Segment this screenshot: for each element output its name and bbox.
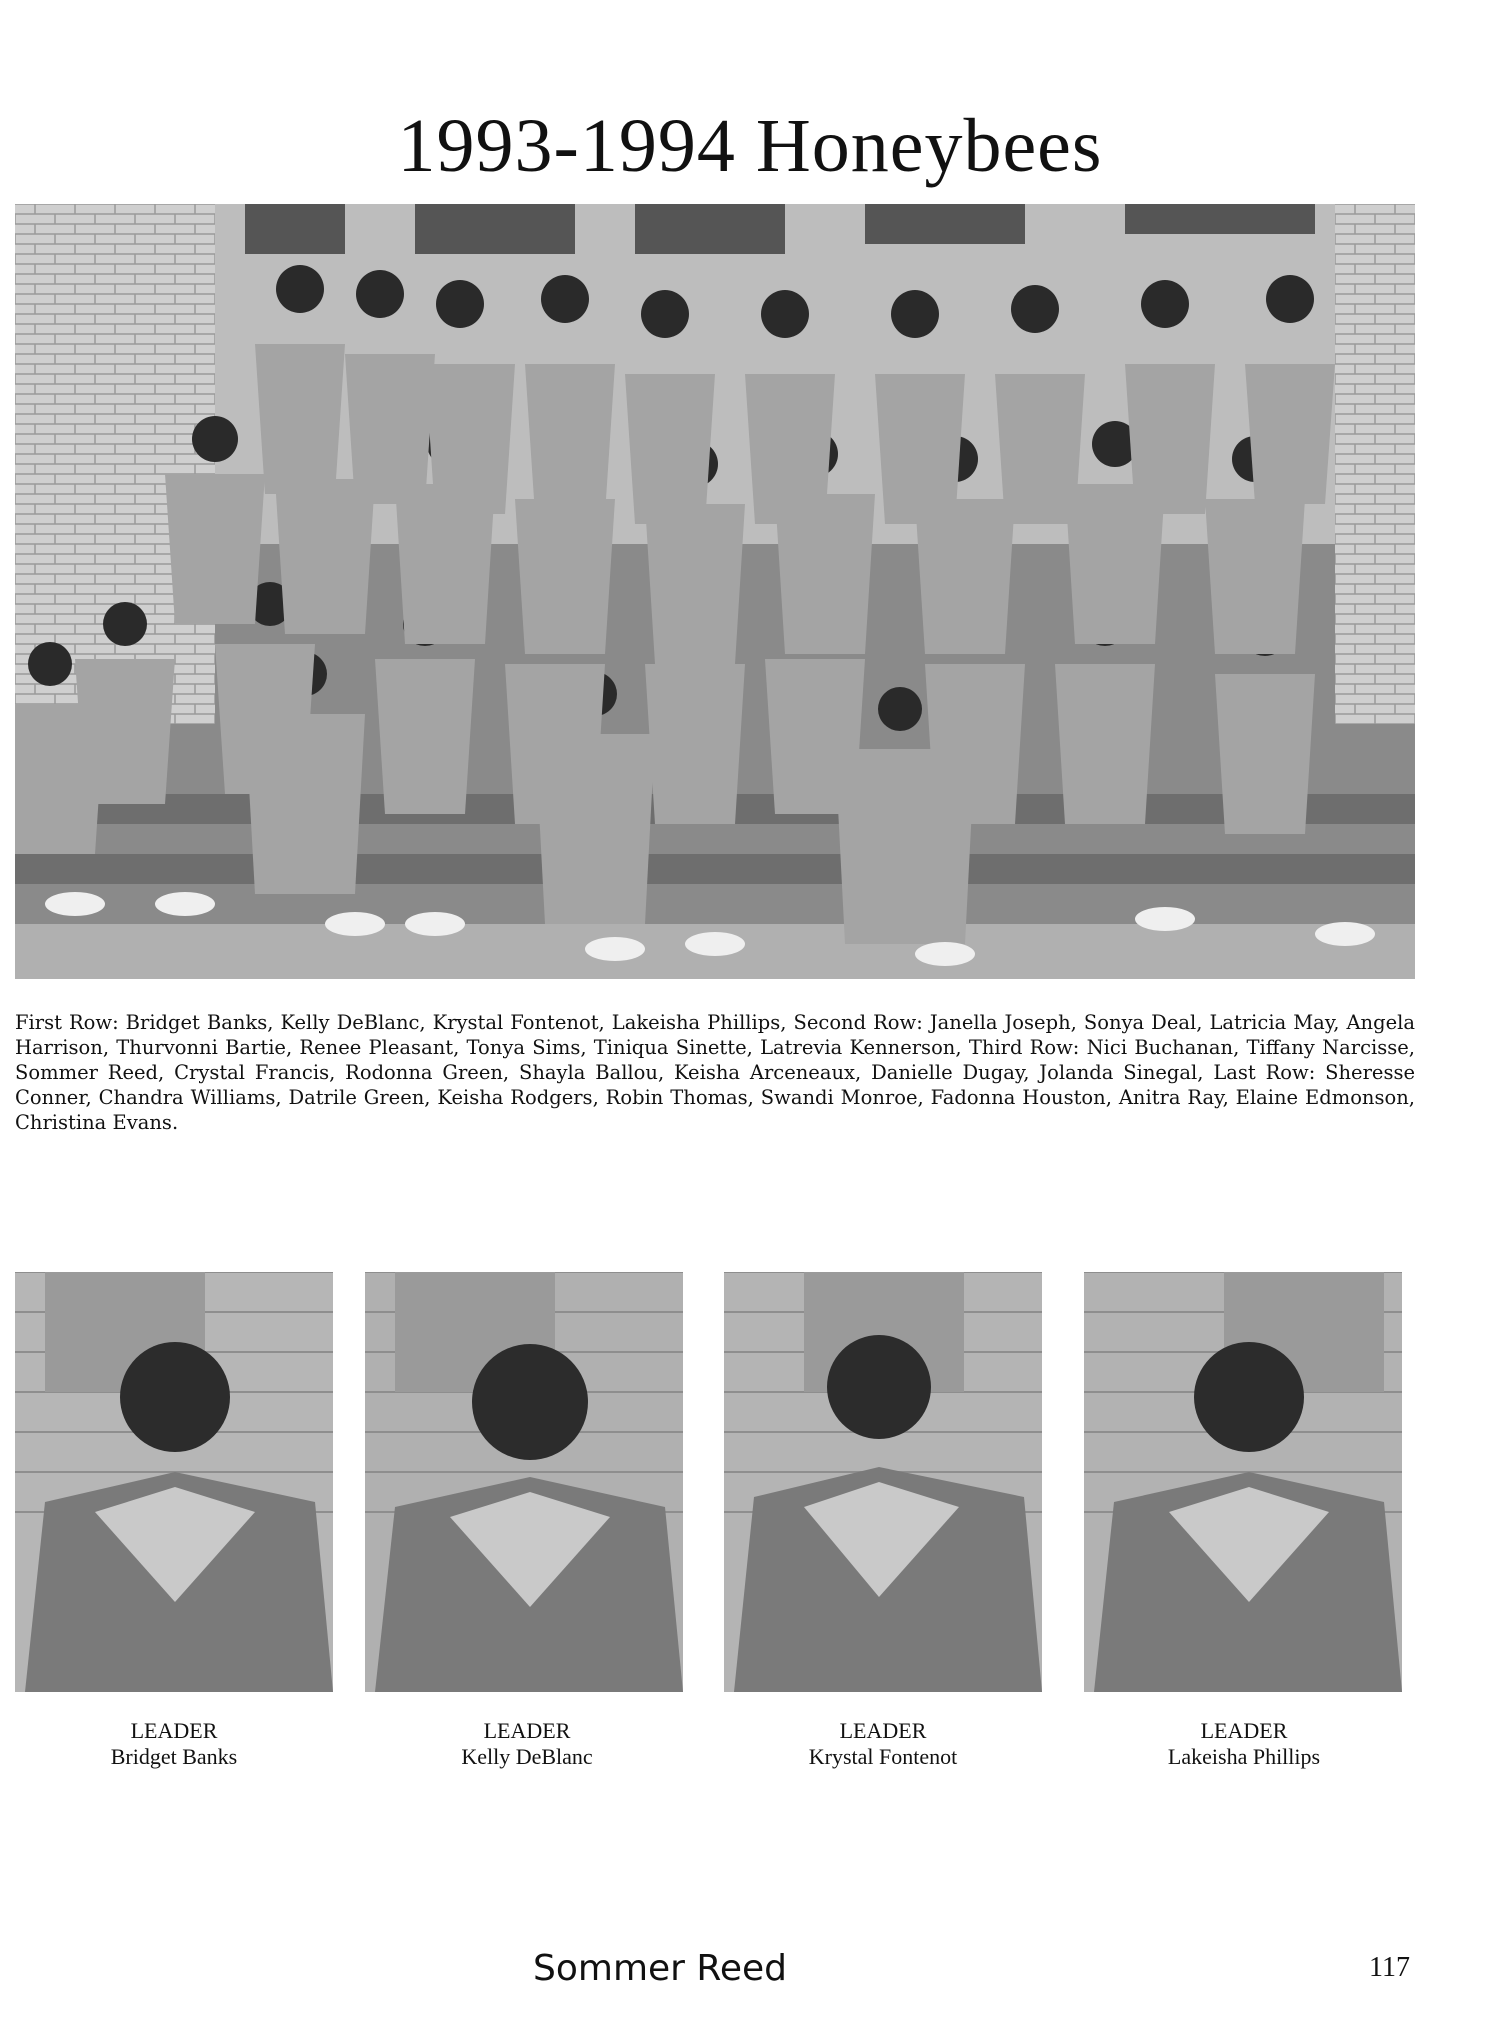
portrait-image (15, 1272, 333, 1692)
page-title: 1993-1994 Honeybees (397, 104, 1103, 188)
leader-caption-3 (713, 1718, 1053, 1770)
leader-portrait-2 (365, 1272, 683, 1692)
portrait-image (724, 1272, 1042, 1692)
leader-role: LEADER (130, 1718, 218, 1743)
footer-author-name: Sommer Reed (533, 1948, 787, 1989)
portrait-image (1084, 1272, 1402, 1692)
leader-caption-4 (1074, 1718, 1414, 1770)
group-photo-image (15, 204, 1415, 979)
leader-name: Lakeisha Phillips (1167, 1744, 1321, 1769)
leader-name: Krystal Fontenot (808, 1744, 958, 1769)
leader-portrait-3 (724, 1272, 1042, 1692)
leader-role: LEADER (483, 1718, 571, 1743)
group-photo (15, 204, 1415, 979)
leader-name: Bridget Banks (110, 1744, 238, 1769)
leader-caption-1 (4, 1718, 344, 1770)
portrait-image (365, 1272, 683, 1692)
leader-role: LEADER (839, 1718, 927, 1743)
leader-portrait-4 (1084, 1272, 1402, 1692)
leader-role: LEADER (1200, 1718, 1288, 1743)
leader-portrait-1 (15, 1272, 333, 1692)
roster-caption: First Row: Bridget Banks, Kelly DeBlanc, Krystal Fontenot, Lakeisha Phillips, Second Row: Janella Joseph, Sonya Deal, Latricia May, Angela Harrison, Thurvonni Bartie, Renee Pleasant, Tonya Sims, Tiniqua Sinette, Latrevia Kennerson, Third Row: Nici Buchanan, Tiffany Narcisse, Sommer Reed, Crystal Francis, Rodonna Green, Shayla Ballou, Keisha Arceneaux, Danielle Dugay, Jolanda Sinegal, Last Row: Sheresse Conner, Chandra Williams, Datrile Green, Keisha Rodgers, Robin Thomas, Swandi Monroe, Fadonna Houston, Anitra Ray, Elaine Edmonson, Christina Evans. (15, 1011, 1415, 1134)
leader-caption-2 (357, 1718, 697, 1770)
leader-name: Kelly DeBlanc (461, 1744, 593, 1769)
page-number: 117 (1369, 1952, 1410, 1983)
